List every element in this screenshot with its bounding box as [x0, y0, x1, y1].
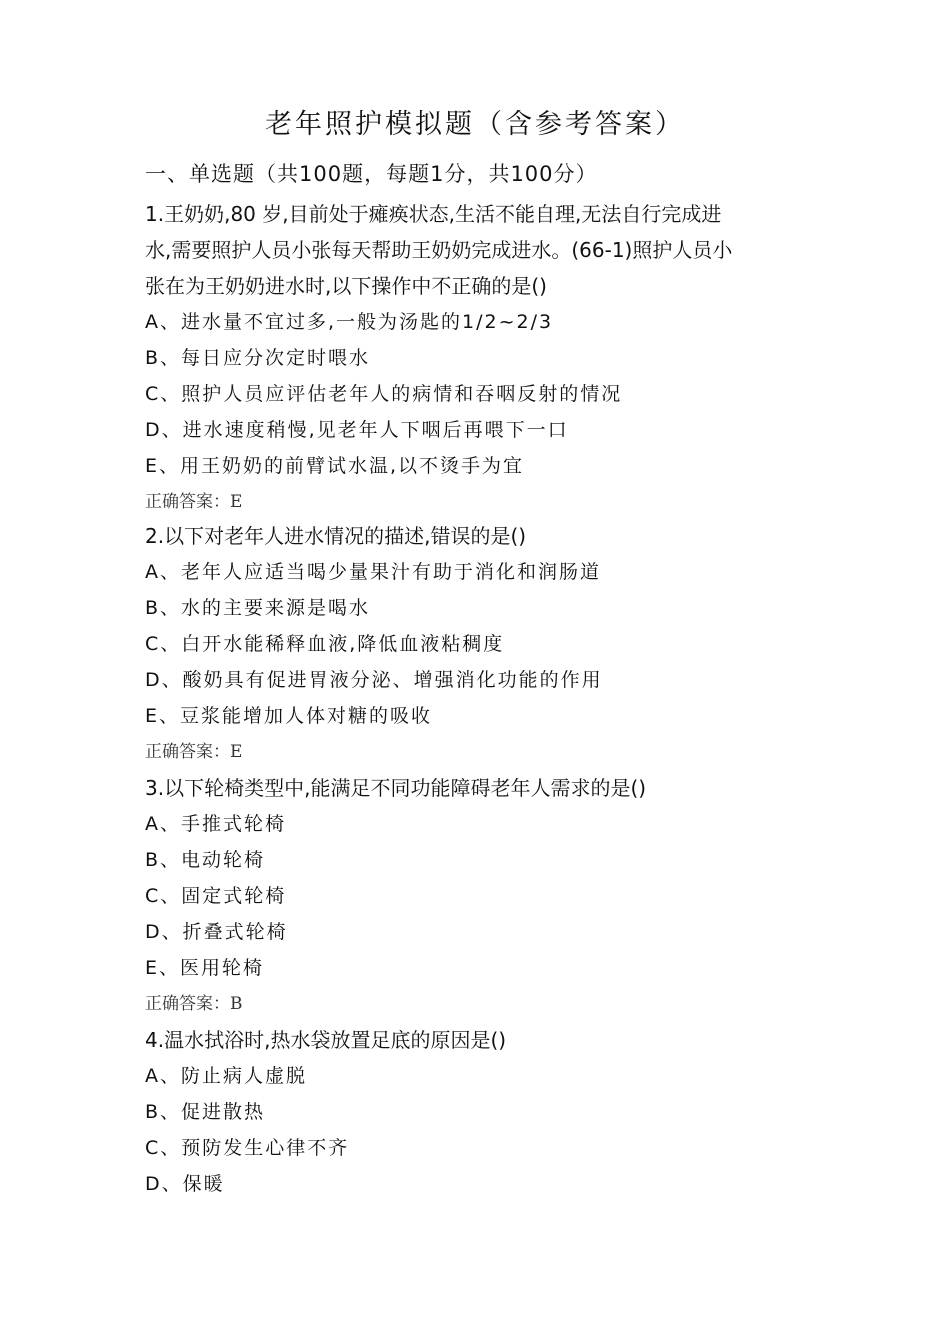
document-title: 老年照护模拟题（含参考答案）	[265, 109, 685, 140]
option-a: A、进水量不宜过多,一般为汤匙的1/2~2/3	[145, 311, 554, 333]
question-block-1	[145, 196, 815, 520]
option-c: C、固定式轮椅	[145, 885, 287, 907]
option-a: A、防止病人虚脱	[145, 1065, 307, 1087]
question-text-line: 水,需要照护人员小张每天帮助王奶奶完成进水。(66-1)照护人员小	[145, 238, 733, 262]
question-text-line: 4.温水拭浴时,热水袋放置足底的原因是()	[145, 1028, 507, 1052]
option-d: D、保暖	[145, 1173, 225, 1195]
correct-answer: 正确答案：B	[145, 994, 243, 1014]
question-block-3	[145, 770, 815, 1022]
option-c: C、白开水能稀释血液,降低血液粘稠度	[145, 633, 505, 655]
option-c: C、照护人员应评估老年人的病情和吞咽反射的情况	[145, 383, 623, 405]
option-c: C、预防发生心律不齐	[145, 1137, 350, 1159]
question-text-line: 2.以下对老年人进水情况的描述,错误的是()	[145, 524, 527, 548]
option-d: D、酸奶具有促进胃液分泌、增强消化功能的作用	[145, 669, 603, 691]
correct-answer: 正确答案：E	[145, 742, 243, 762]
option-e: E、医用轮椅	[145, 957, 265, 979]
question-text-line: 张在为王奶奶进水时,以下操作中不正确的是()	[145, 274, 547, 298]
question-text-line: 3.以下轮椅类型中,能满足不同功能障碍老年人需求的是()	[145, 776, 647, 800]
option-b: B、每日应分次定时喂水	[145, 347, 371, 369]
option-e: E、豆浆能增加人体对糖的吸收	[145, 705, 433, 727]
option-a: A、手推式轮椅	[145, 813, 286, 835]
option-d: D、进水速度稍慢,见老年人下咽后再喂下一口	[145, 419, 569, 441]
question-block-2	[145, 518, 815, 770]
option-d: D、折叠式轮椅	[145, 921, 288, 943]
option-e: E、用王奶奶的前臂试水温,以不烫手为宜	[145, 455, 525, 477]
option-a: A、老年人应适当喝少量果汁有助于消化和润肠道	[145, 561, 601, 583]
correct-answer: 正确答案：E	[145, 492, 243, 512]
option-b: B、电动轮椅	[145, 849, 266, 871]
question-block-4	[145, 1022, 815, 1202]
question-text-line: 1.王奶奶,80 岁,目前处于瘫痪状态,生活不能自理,无法自行完成进	[145, 202, 722, 226]
option-b: B、水的主要来源是喝水	[145, 597, 371, 619]
section-heading: 一、单选题（共100题，每题1分，共100分）	[145, 162, 598, 186]
option-b: B、促进散热	[145, 1101, 266, 1123]
